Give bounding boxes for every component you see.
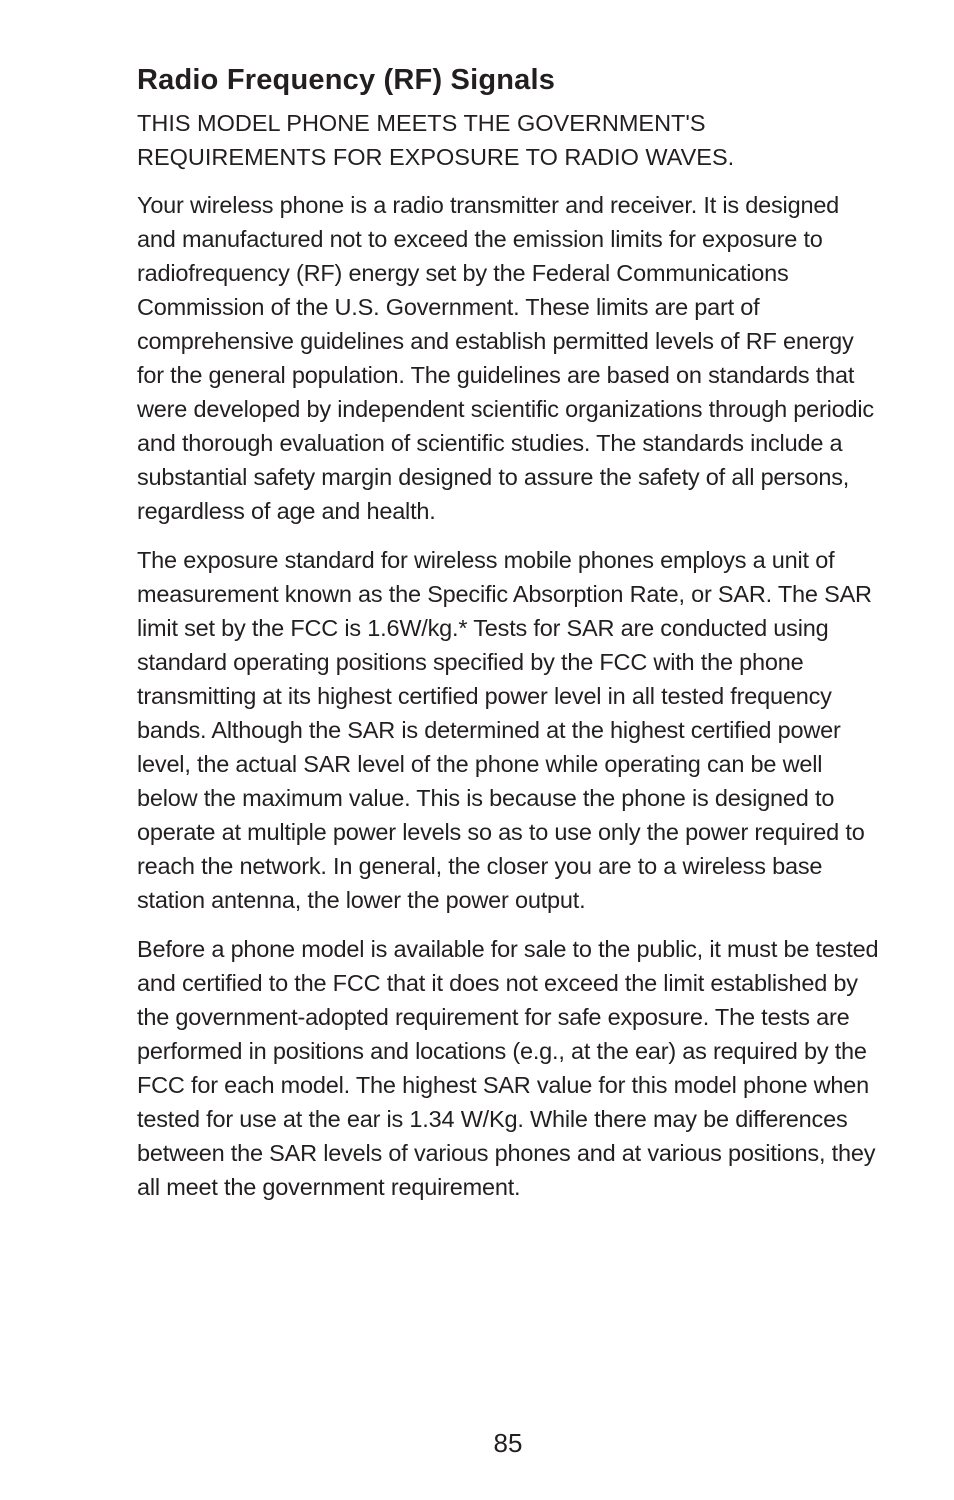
paragraph-fcc-certification: Before a phone model is available for sale to the public, it must be tested and certified to the FCC that it does not exceed the limit established by the government-adopted requirement for safe exposure. The tests are performed in positions and locations (e.g., at the ear) as required by the FCC for each model. The highest SAR value for this model phone when tested for use at the ear is 1.34 W/Kg. While there may be differences between the SAR levels of various phones and at various positions, they all meet the government requirement. [137,936,879,1200]
paragraph-sar-standard: The exposure standard for wireless mobile phones employs a unit of measurement known as the Specific Absorption Rate, or SAR. The SAR limit set by the FCC is 1.6W/kg.* Tests for SAR are conducted using standard operating positions specified by the FCC with the phone transmitting at its highest certified power level in all tested frequency bands. Although the SAR is determined at the highest certified power level, the actual SAR level of the phone while operating can be well below the maximum value. This is because the phone is designed to operate at multiple power levels so as to use only the power required to reach the network. In general, the closer you are to a wireless base station antenna, the lower the power output. [137,547,872,913]
document-page [137,62,879,1219]
compliance-notice: THIS MODEL PHONE MEETS THE GOVERNMENT'S REQUIREMENTS FOR EXPOSURE TO RADIO WAVES. [137,110,735,170]
page-number: 85 [493,1428,523,1458]
paragraph-rf-overview: Your wireless phone is a radio transmitter and receiver. It is designed and manufactured not to exceed the emission limits for exposure to radiofrequency (RF) energy set by the Federal Communications Commission of the U.S. Government. These limits are part of comprehensive guidelines and establish permitted levels of RF energy for the general population. The guidelines are based on standards that were developed by independent scientific organizations through periodic and thorough evaluation of scientific studies. The standards include a substantial safety margin designed to assure the safety of all persons, regardless of age and health. [137,192,874,524]
page-title: Radio Frequency (RF) Signals [137,64,556,96]
